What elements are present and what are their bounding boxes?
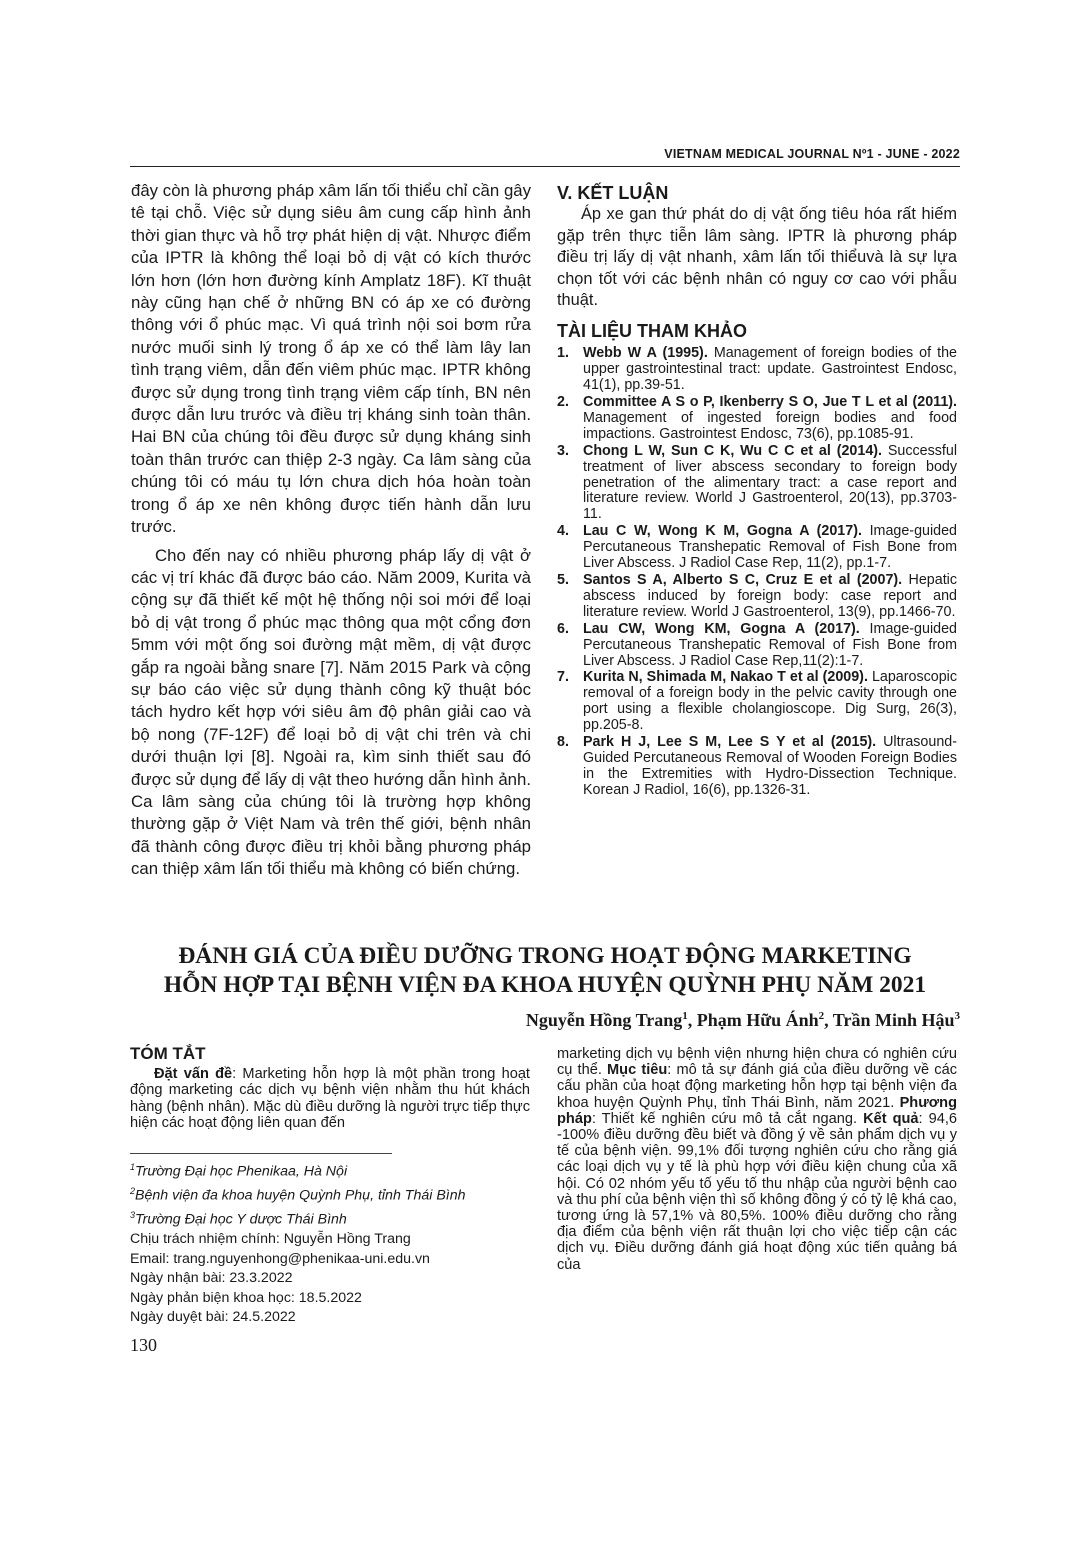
author-list (380, 1010, 960, 1031)
author-separator: , (687, 1010, 697, 1030)
email: Email: trang.nguyenhong@phenikaa-uni.edu.vn (130, 1250, 430, 1267)
reference-item (557, 444, 957, 524)
header-rule (130, 166, 960, 167)
reference-text: Ultrasound-Guided Percutaneous Removal of Wooden Foreign Bodies in the Extremities with Hydro-Dissection Technique. Korean J Radiol, 16(6), pp.1326-31. (583, 734, 957, 798)
footnote-rule (130, 1153, 392, 1154)
reference-authors: Santos S A, Alberto S C, Cruz E et al (2007). (583, 572, 903, 588)
author-separator: , (824, 1010, 833, 1030)
abstract-text: : Thiết kế nghiên cứu mô tả cắt ngang. (591, 1110, 864, 1127)
abstract-text: : mô tả sự đánh giá của điều dưỡng về các cấu phần của hoạt động marketing hỗn hợp tại bệnh viện đa khoa huyện Quỳnh Phụ, tỉnh Thái Bình, năm 2021. (557, 1062, 957, 1111)
abstract-text: : Marketing hỗn hợp là một phần trong hoạt động marketing các dịch vụ bệnh viện nhằm thu hút khách hàng (bệnh nhân). Mặc dù điều dưỡng là người trực tiếp thực hiện các hoạt động liên quan đến (130, 1066, 530, 1131)
abstract-left (130, 1046, 530, 1327)
references-heading: TÀI LIỆU THAM KHẢO (557, 320, 747, 341)
reference-authors: Kurita N, Shimada M, Nakao T et al (2009). (583, 669, 868, 686)
reference-text: Image-guided Percutaneous Transhepatic Removal of Fish Bone from Liver Abscess. J Radiol Case Rep,11(2):1-7. (583, 620, 957, 669)
abstract-label: Mục tiêu (607, 1062, 668, 1079)
reference-number: 2. (557, 394, 569, 411)
journal-header: VIETNAM MEDICAL JOURNAL Nº1 - JUNE - 2022 (664, 147, 960, 161)
reference-text: Successful treatment of liver abscess secondary to foreign body penetration of the alimentary tract: a case report and literature review. World J Gastroenterol, 20(13), pp.3703-11. (583, 442, 958, 523)
reference-item (557, 395, 957, 443)
reference-item (557, 524, 957, 572)
affiliation-text: Bệnh viện đa khoa huyện Quỳnh Phụ, tỉnh Thái Bình (135, 1187, 466, 1204)
reference-number: 3. (557, 442, 569, 459)
article-title-line: HỖN HỢP TẠI BỆNH VIỆN ĐA KHOA HUYỆN QUỲNH PHỤ NĂM 2021 (163, 972, 927, 998)
reference-item (557, 670, 957, 734)
author-name: Phạm Hữu Ánh (696, 1010, 819, 1030)
reference-text: Management of foreign bodies of the upper gastrointestinal tract: update. Gastrointest Endosc, 41(1), pp.39-51. (583, 345, 957, 394)
review-date: Ngày phản biện khoa học: 18.5.2022 (130, 1289, 362, 1306)
article-title (130, 942, 960, 1000)
article-title-line: ĐÁNH GIÁ CỦA ĐIỀU DƯỠNG TRONG HOẠT ĐỘNG MARKETING (178, 943, 912, 969)
abstract-text: marketing dịch vụ bệnh viện nhưng hiện chưa có nghiên cứu cụ thể. (557, 1046, 957, 1079)
affiliation-text: Trường Đại học Phenikaa, Hà Nội (135, 1163, 348, 1180)
reference-authors: Lau C W, Wong K M, Gogna A (2017). (583, 523, 862, 540)
reference-text: Management of ingested foreign bodies and food impactions. Gastrointest Endosc, 73(6), pp.1085-91. (583, 409, 957, 442)
author-name: Trần Minh Hậu (832, 1010, 955, 1030)
reference-item (557, 622, 957, 670)
reference-text: Laparoscopic removal of a foreign body in the pelvic cavity through one port using a flexible cholangioscope. Dig Surg, 26(3), pp.205-8. (583, 669, 957, 734)
right-column (557, 182, 957, 800)
reference-list (557, 346, 957, 798)
reference-authors: Webb W A (1995). (583, 345, 708, 362)
reference-item (557, 735, 957, 799)
abstract-intro (130, 1066, 530, 1131)
reference-number: 7. (557, 669, 569, 686)
abstract-right (557, 1046, 957, 1273)
abstract-label: Phương pháp (557, 1094, 957, 1127)
abstract-label: Đặt vấn đề (154, 1066, 233, 1083)
author-affiliation-mark: 2 (818, 1010, 825, 1022)
conclusion-text: Áp xe gan thứ phát do dị vật ống tiêu hóa rất hiếm gặp trên thực tiễn lâm sàng. IPTR là phương pháp điều trị lấy dị vật nhanh, xâm lấn tối thiểuvà là sự lựa chọn tốt với các bệnh nhân có nguy cơ cao với phẫu thuật. (557, 205, 957, 310)
reference-number: 5. (557, 572, 569, 588)
abstract-label: Kết quả (863, 1110, 919, 1127)
reference-authors: Lau CW, Wong KM, Gogna A (2017). (583, 620, 860, 637)
reference-authors: Park H J, Lee S M, Lee S Y et al (2015). (583, 734, 877, 751)
reference-item (557, 573, 957, 621)
left-column (131, 180, 531, 881)
reference-authors: Committee A S o P, Ikenberry S O, Jue T L et al (2011). (583, 394, 957, 411)
reference-text: Hepatic abscess induced by foreign body: case report and literature review. World J Gastroenterol, 13(9), pp.1466-70. (583, 572, 957, 620)
abstract-heading: TÓM TẮT (130, 1044, 206, 1063)
conclusion-heading: V. KẾT LUẬN (557, 183, 669, 203)
author-name: Nguyễn Hồng Trang (525, 1010, 683, 1030)
reference-authors: Chong L W, Sun C K, Wu C C et al (2014). (583, 442, 883, 459)
accepted-date: Ngày duyệt bài: 24.5.2022 (130, 1309, 296, 1326)
affiliation-3: $^3$Trường Đại học Y dược Thái Bình (130, 1210, 347, 1229)
affiliation-1: $^1$Trường Đại học Phenikaa, Hà Nội (130, 1162, 348, 1180)
reference-number: 4. (557, 523, 569, 540)
received-date: Ngày nhận bài: 23.3.2022 (130, 1270, 293, 1287)
body-paragraph: đây còn là phương pháp xâm lấn tối thiểu chỉ cần gây tê tại chỗ. Việc sử dụng siêu âm cung cấp hình ảnh thời gian thực và hỗ trợ phát hiện dị vật. Nhược điểm của IPTR là không thể loại bỏ dị vật có kích thước lớn hơn (lớn hơn đường kính Amplatz 18F). Kĩ thuật này cũng hạn chế ở những BN có áp xe có đường thông với ổ phúc mạc. Vì quá trình nội soi bơm rửa nước muối sinh lý trong ổ áp xe có thể làm lây lan tình trạng viêm, dẫn đến viêm phúc mạc. IPTR không được sử dụng trong tình trạng viêm cấp tính, BN nên được dẫn lưu trước và điều trị kháng sinh toàn thân. Hai BN của chúng tôi đều được sử dụng kháng sinh toàn thân trước can thiệp 2-3 ngày. Ca lâm sàng của chúng tôi có máu tụ lớn chưa dịch hóa hoàn toàn trong ổ áp xe nên không được tiến hành dẫn lưu trước. (131, 181, 531, 537)
affiliation-2: $^2$Bệnh viện đa khoa huyện Quỳnh Phụ, tỉnh Thái Bình (130, 1186, 466, 1204)
body-paragraph: Cho đến nay có nhiều phương pháp lấy dị vật ở các vị trí khác đã được báo cáo. Năm 2009, Kurita và cộng sự đã thiết kế một hệ thống nội soi mới để loại bỏ dị vật trong ổ phúc mạc thông qua một cổng đơn 5mm với một ống soi đường mật mềm, dị vật được gắp ra ngoài bằng snare [7]. Năm 2015 Park và cộng sự báo cáo việc sử dụng thành công kỹ thuật bóc tách hydro kết hợp với siêu âm độ phân giải cao và bộ nong (7F-12F) để loại bỏ dị vật chi trên và chi dưới thuận lợi [8]. Ngoài ra, kìm sinh thiết sau đó được sử dụng để lấy dị vật theo hướng dẫn hình ảnh. Ca lâm sàng của chúng tôi là trường hợp không thường gặp ở Việt Nam và trên thế giới, bệnh nhân đã thành công được điều trị khỏi bằng phương pháp can thiệp xâm lấn tối thiểu mà không có biến chứng. (131, 545, 531, 879)
corresponding-author: Chịu trách nhiệm chính: Nguyễn Hồng Trang (130, 1231, 411, 1248)
abstract-text: : 94,6 -100% điều dưỡng đều biết và đồng ý về sản phẩm dịch vụ y tế của bệnh viện. 99,1% đối tượng nghiên cứu cho rằng giá các loại dịch vụ y tế là phù hợp với điều kiện chung của xã hội. Có 02 nhóm yếu tố yếu tố thu nhập của người bệnh cao và thu phí của bệnh viện thì số không đồng ý có tỷ lệ khá cao, tương ứng là 57,1% và 80,5%. 100% điều dưỡng cho rằng địa điểm của bệnh viện rất thuận lợi cho việc tiếp cận các dịch vụ. Điều dưỡng đánh giá hoạt động xúc tiến quảng bá của (557, 1110, 958, 1273)
reference-item (557, 346, 957, 394)
reference-number: 8. (557, 734, 569, 751)
reference-text: Image-guided Percutaneous Transhepatic Removal of Fish Bone from Liver Abscess. J Radiol Case Rep, 11(2), pp.1-7. (583, 523, 957, 572)
author-affiliation-mark: 1 (682, 1010, 688, 1022)
reference-number: 1. (557, 345, 569, 362)
reference-number: 6. (557, 620, 569, 637)
affiliation-text: Trường Đại học Y dược Thái Bình (135, 1212, 347, 1229)
author-affiliation-mark: 3 (954, 1010, 960, 1022)
page-number: 130 (130, 1335, 157, 1355)
footnotes (130, 1158, 530, 1327)
